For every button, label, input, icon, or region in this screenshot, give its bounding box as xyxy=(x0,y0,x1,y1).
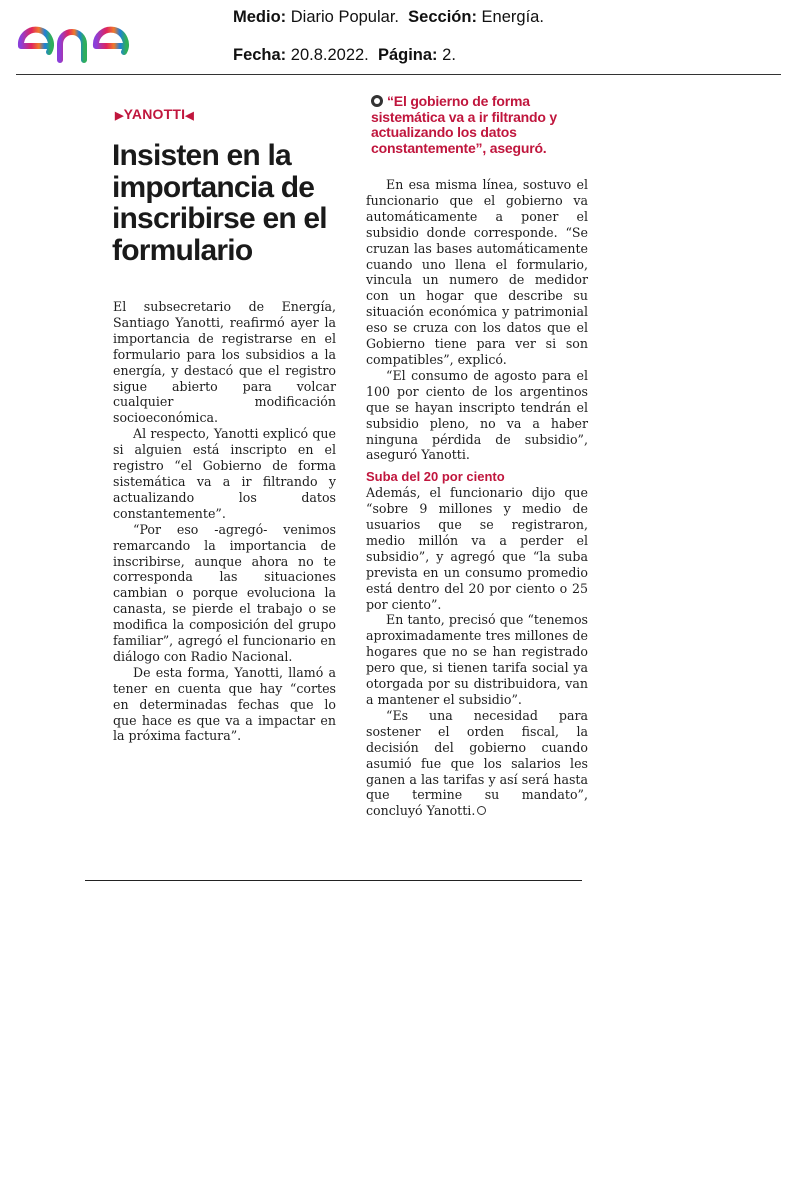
fecha-value: 20.8.2022. xyxy=(290,46,369,64)
paragraph xyxy=(366,708,588,819)
fecha-label: Fecha: xyxy=(233,46,287,64)
left-column xyxy=(113,299,336,744)
paragraph: “El consumo de agosto para el 100 por ciento de los argentinos que se hayan inscripto tendrán el subsidio pleno, no va a haber ninguna pérdida de subsidio”, aseguró Yanotti. xyxy=(366,367,588,463)
enel-logo xyxy=(16,8,174,68)
seccion-label: Sección: xyxy=(408,8,477,26)
end-of-article-icon xyxy=(477,806,486,815)
pagina-value: 2. xyxy=(442,46,456,64)
bullet-icon xyxy=(371,95,383,107)
medio-label: Medio: xyxy=(233,8,287,26)
right-column xyxy=(366,177,588,819)
paragraph: “Por eso -agregó- venimos remarcando la importancia de inscribirse, aunque ahora no te corresponda las situaciones cambian o porque evoluciona la canasta, se pierde el trabajo o se modifica la composición del grupo familiar”, agregó el funcionario en diálogo con Radio Nacional. xyxy=(113,521,336,664)
clipping-metadata xyxy=(233,6,544,82)
pull-quote xyxy=(371,94,586,156)
paragraph: En esa misma línea, sostuvo el funcionario que el gobierno va automáticamente a poner el subsidio donde corresponde. “Se cruzan las bases automáticamente cuando uno llena el formulario, vincula un numero de medidor con un hogar que describe su situación económica y patrimonial eso se cruza con los datos que el Gobierno tiene para ver si son compatibles”, explicó. xyxy=(366,177,588,367)
kicker-text: YANOTTI xyxy=(123,106,186,122)
article-kicker xyxy=(115,106,194,122)
kicker-right-arrow-icon: ▶ xyxy=(115,110,124,122)
pull-quote-text: “El gobierno de forma sistemática va a ir filtrando y actualizando los datos constantemente”, aseguró. xyxy=(371,93,557,156)
pagina-label: Página: xyxy=(377,46,438,64)
kicker-left-arrow-icon: ◀ xyxy=(185,110,194,122)
paragraph: El subsecretario de Energía, Santiago Yanotti, reafirmó ayer la importancia de registrarse en el formulario para los subsidios a la energía, y destacó que el registro sigue abierto para volcar cualquier modificación socioeconómica. xyxy=(113,299,336,426)
paragraph: De esta forma, Yanotti, llamó a tener en cuenta que hay “cortes en determinadas fechas que lo que hace es que va a impactar en la próxima factura”. xyxy=(113,664,336,744)
paragraph: Además, el funcionario dijo que “sobre 9 millones y medio de usuarios que se registraron, medio millón va a perder el subsidio”, y agregó que “la suba prevista en un consumo promedio está dentro del 20 por ciento o 25 por ciento”. xyxy=(366,485,588,612)
paragraph: Al respecto, Yanotti explicó que si alguien está inscripto en el registro “el Gobierno de forma sistemática va a ir filtrando y actualizando los datos constantemente”. xyxy=(113,426,336,521)
header-divider xyxy=(16,74,781,75)
paragraph-text: “Es una necesidad para sostener el orden fiscal, la decisión del gobierno cuando asumió fue que los salarios les ganen a las tarifas y así será hasta que termine su mandato”, concluyó Yanotti. xyxy=(366,707,588,819)
article-headline: Insisten en la importancia de inscribirse en el formulario xyxy=(112,139,327,267)
footer-divider xyxy=(85,880,582,881)
medio-value: Diario Popular. xyxy=(290,8,399,26)
article-subhead: Suba del 20 por ciento xyxy=(366,469,505,485)
paragraph: En tanto, precisó que “tenemos aproximadamente tres millones de hogares que no se han registrado pero que, si tienen tarifa social ya otorgada por su distribuidora, van a mantener el subsidio”. xyxy=(366,612,588,707)
seccion-value: Energía. xyxy=(481,8,544,26)
